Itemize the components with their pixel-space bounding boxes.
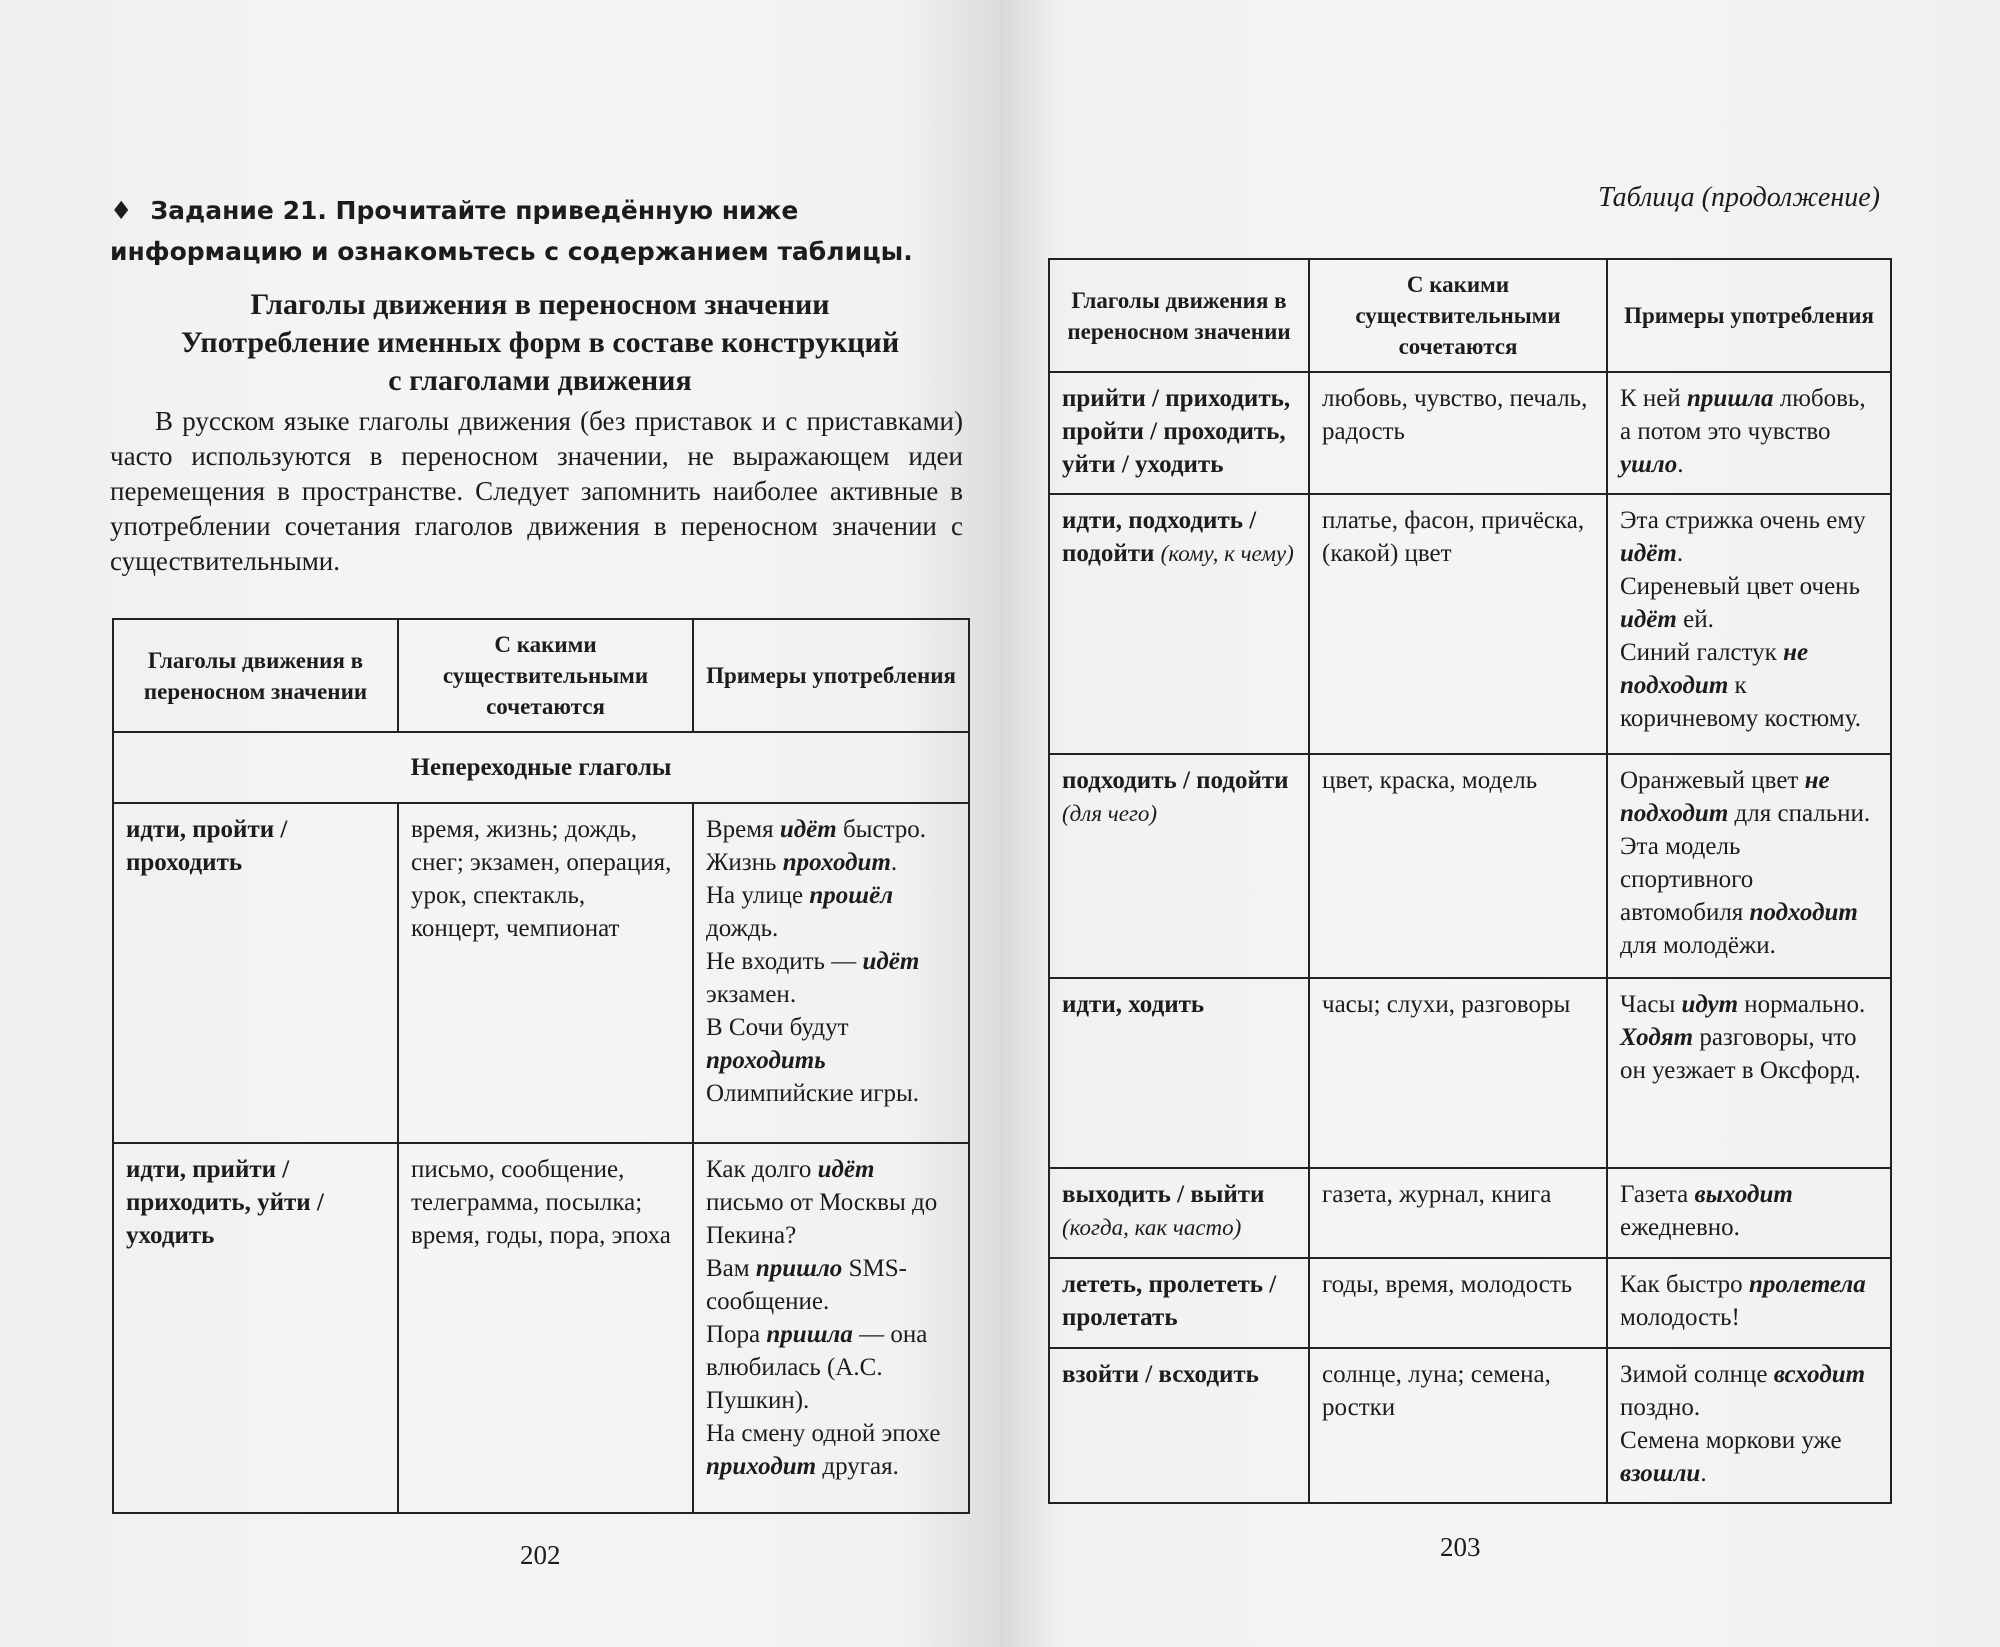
- example-line: В Сочи будут проходить Олимпийские игры.: [706, 1014, 920, 1107]
- example-line: Как долго идёт письмо от Москвы до Пекина?: [706, 1156, 938, 1249]
- header-cell: Глаголы движения в переносном значении: [113, 619, 398, 732]
- table-row: [1049, 1258, 1891, 1348]
- table-header-row: [1049, 259, 1891, 372]
- heading-line: с глаголами движения: [388, 364, 692, 397]
- example-line: К ней пришла любовь, а потом это чувство: [1620, 385, 1866, 445]
- example-line: Синий галстук не подходит к коричневому костюму.: [1620, 639, 1861, 732]
- table-row: [113, 803, 969, 1143]
- verb-note: (кому, к чему): [1160, 541, 1294, 566]
- table-header-row: [113, 619, 969, 732]
- verb-cell: лететь, пролететь / пролетать: [1049, 1258, 1309, 1348]
- examples-cell: [1607, 754, 1891, 978]
- table-row: [1049, 494, 1891, 754]
- verb-cell: прийти / приходить, пройти / проходить, уйти / уходить: [1049, 372, 1309, 494]
- group-title: Непереходные глаголы: [113, 732, 969, 803]
- example-line: Как быстро пролетела молодость!: [1620, 1271, 1866, 1331]
- header-cell: Примеры употребления: [1607, 259, 1891, 372]
- example-line: Время идёт быстро.: [706, 816, 927, 843]
- example-line: ушло.: [1620, 451, 1684, 478]
- examples-cell: [1607, 494, 1891, 754]
- example-line: Газета выходит ежедневно.: [1620, 1181, 1793, 1241]
- example-line: Зимой солнце всходит поздно.: [1620, 1361, 1866, 1421]
- example-line: Эта стрижка очень ему идёт.: [1620, 507, 1866, 567]
- table-continuation-caption: Таблица (продолжение): [1598, 182, 1880, 213]
- example-line: Семена моркови уже взошли.: [1620, 1427, 1842, 1487]
- heading-line: Глаголы движения в переносном значении: [250, 288, 830, 321]
- verb-cell: идти, прийти / приходить, уйти / уходить: [113, 1143, 398, 1513]
- example-line: Жизнь проходит.: [706, 849, 898, 876]
- noun-cell: солнце, луна; семена, ростки: [1309, 1348, 1607, 1503]
- header-cell: Глаголы движения в переносном значении: [1049, 259, 1309, 372]
- noun-cell: письмо, сообщение, телеграмма, посылка; время, годы, пора, эпоха: [398, 1143, 693, 1513]
- verbs-table-left: [112, 618, 970, 1514]
- example-line: Эта модель спортивного автомобиля подходит для молодёжи.: [1620, 833, 1858, 959]
- examples-cell: [1607, 1168, 1891, 1258]
- intro-paragraph: В русском языке глаголы движения (без приставок и с приставками) часто используются в переносном значении, не выражающем идеи перемещения в пространстве. Следует запомнить наиболее активные в употреблении сочетания глаголов движения в переносном значении с существительными.: [110, 406, 963, 576]
- examples-cell: [1607, 1348, 1891, 1503]
- verb-note: (когда, как часто): [1062, 1215, 1242, 1240]
- diamond-bullet-icon: ♦: [110, 196, 133, 225]
- heading-line: Употребление именных форм в составе конструкций: [180, 326, 900, 359]
- noun-cell: цвет, краска, модель: [1309, 754, 1607, 978]
- noun-cell: любовь, чувство, печаль, радость: [1309, 372, 1607, 494]
- example-line: Ходят разговоры, что он уезжает в Оксфорд.: [1620, 1024, 1861, 1084]
- example-line: Пора пришла — она влюбилась (А.С. Пушкин).: [706, 1321, 928, 1414]
- noun-cell: часы; слухи, разговоры: [1309, 978, 1607, 1168]
- noun-cell: газета, журнал, книга: [1309, 1168, 1607, 1258]
- task-text: Задание 21. Прочитайте приведённую ниже информацию и ознакомьтесь с содержанием таблицы.: [110, 196, 913, 266]
- example-line: Часы идут нормально.: [1620, 991, 1866, 1018]
- examples-cell: [1607, 372, 1891, 494]
- table-row: [1049, 372, 1891, 494]
- page-number: 202: [520, 1540, 561, 1570]
- verb-cell: идти, подходить / подойти (кому, к чему): [1049, 494, 1309, 754]
- table-row: [1049, 754, 1891, 978]
- examples-cell: [693, 803, 969, 1143]
- header-cell: С какими существительными сочетаются: [398, 619, 693, 732]
- verb-cell: идти, ходить: [1049, 978, 1309, 1168]
- verbs-table-right: [1048, 258, 1892, 1504]
- examples-cell: [693, 1143, 969, 1513]
- table-row: [113, 1143, 969, 1513]
- verb-cell: подходить / подойти (для чего): [1049, 754, 1309, 978]
- verb-cell: взойти / всходить: [1049, 1348, 1309, 1503]
- verb-note: (для чего): [1062, 801, 1158, 826]
- noun-cell: время, жизнь; дождь, снег; экзамен, операция, урок, спектакль, концерт, чемпионат: [398, 803, 693, 1143]
- example-line: Оранжевый цвет не подходит для спальни.: [1620, 767, 1871, 827]
- examples-cell: [1607, 1258, 1891, 1348]
- right-page: [1000, 0, 2000, 1647]
- noun-cell: годы, время, молодость: [1309, 1258, 1607, 1348]
- header-cell: С какими существительными сочетаются: [1309, 259, 1607, 372]
- task-instruction: [110, 190, 970, 272]
- noun-cell: платье, фасон, причёска, (какой) цвет: [1309, 494, 1607, 754]
- example-line: Сиреневый цвет очень идёт ей.: [1620, 573, 1860, 633]
- section-heading: [110, 286, 970, 400]
- table-row: [1049, 1168, 1891, 1258]
- examples-cell: [1607, 978, 1891, 1168]
- example-line: Не входить — идёт экзамен.: [706, 948, 920, 1008]
- table-row: [1049, 1348, 1891, 1503]
- example-line: Вам пришло SMS-сообщение.: [706, 1255, 907, 1315]
- table-row: [1049, 978, 1891, 1168]
- verb-cell: выходить / выйти (когда, как часто): [1049, 1168, 1309, 1258]
- page-number: 203: [1440, 1532, 1481, 1562]
- example-line: На улице прошёл дождь.: [706, 882, 894, 942]
- example-line: На смену одной эпохе приходит другая.: [706, 1420, 941, 1480]
- header-cell: Примеры употребления: [693, 619, 969, 732]
- verb-cell: идти, пройти / проходить: [113, 803, 398, 1143]
- group-row: [113, 732, 969, 803]
